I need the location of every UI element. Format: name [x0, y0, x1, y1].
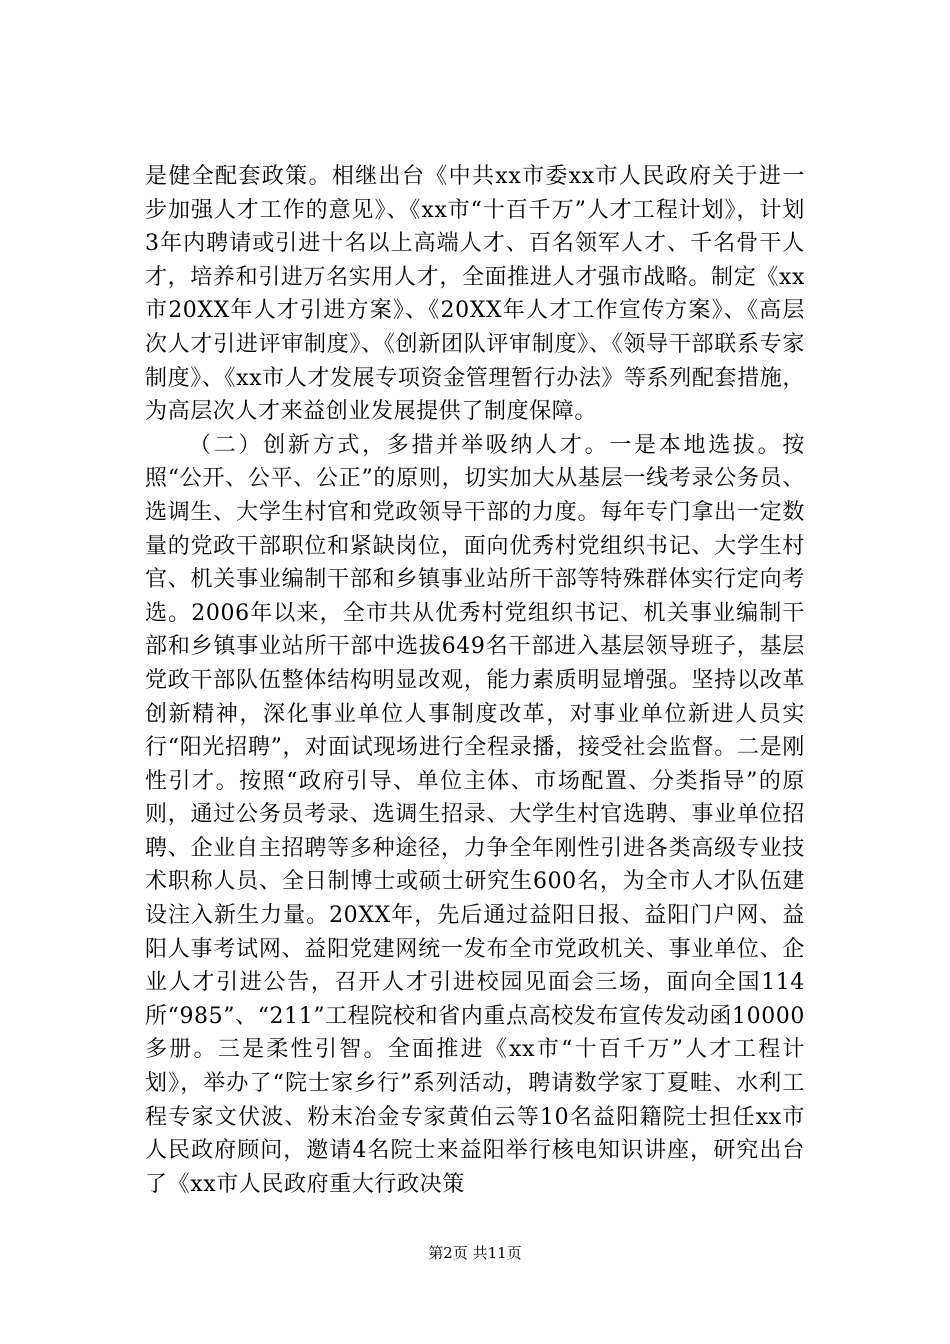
page-footer: 第2页 共11页 — [428, 1244, 522, 1262]
body-text — [145, 160, 805, 1201]
paragraph-1: 是健全配套政策。相继出台《中共xx市委xx市人民政府关于进一步加强人才工作的意见》、《xx市“十百千万”人才工程计划》，计划3年内聘请或引进十名以上高端人才、百名领军人才、千名骨干人才，培养和引进万名实用人才，全面推进人才强市战略。制定《xx市20XX年人才引进方案》、《20XX年人才工作宣传方案》、《高层次人才引进评审制度》、《创新团队评审制度》、《领导干部联系专家制度》、《xx市人才发展专项资金管理暂行办法》等系列配套措施，为高层次人才来益创业发展提供了制度保障。 — [145, 164, 805, 425]
paragraph-2: （二）创新方式，多措并举吸纳人才。一是本地选拔。按照“公开、公平、公正”的原则，切实加大从基层一线考录公务员、选调生、大学生村官和党政领导干部的力度。每年专门拿出一定数量的党政干部职位和紧缺岗位，面向优秀村党组织书记、大学生村官、机关事业编制干部和乡镇事业站所干部等特殊群体实行定向考选。2006年以来，全市共从优秀村党组织书记、机关事业编制干部和乡镇事业站所干部中选拔649名干部进入基层领导班子，基层党政干部队伍整体结构明显改观，能力素质明显增强。坚持以改革创新精神，深化事业单位人事制度改革，对事业单位新进人员实行“阳光招聘”，对面试现场进行全程录播，接受社会监督。二是刚性引才。按照“政府引导、单位主体、市场配置、分类指导”的原则，通过公务员考录、选调生招录、大学生村官选聘、事业单位招聘、企业自主招聘等多种途径，力争全年刚性引进各类高级专业技术职称人员、全日制博士或硕士研究生600名，为全市人才队伍建设注入新生力量。20XX年，先后通过益阳日报、益阳门户网、益阳人事考试网、益阳党建网统一发布全市党政机关、事业单位、企业人才引进公告，召开人才引进校园见面会三场，面向全国114所“985”、“211”工程院校和省内重点高校发布宣传发动函10000多册。三是柔性引智。全面推进《xx市“十百千万”人才工程计划》，举办了“院士家乡行”系列活动，聘请数学家丁夏畦、水利工程专家文伏波、粉末冶金专家黄伯云等10名益阳籍院士担任xx市人民政府顾问，邀请4名院士来益阳举行核电知识讲座，研究出台了《xx市人民政府重大行政决策 — [145, 432, 805, 1197]
